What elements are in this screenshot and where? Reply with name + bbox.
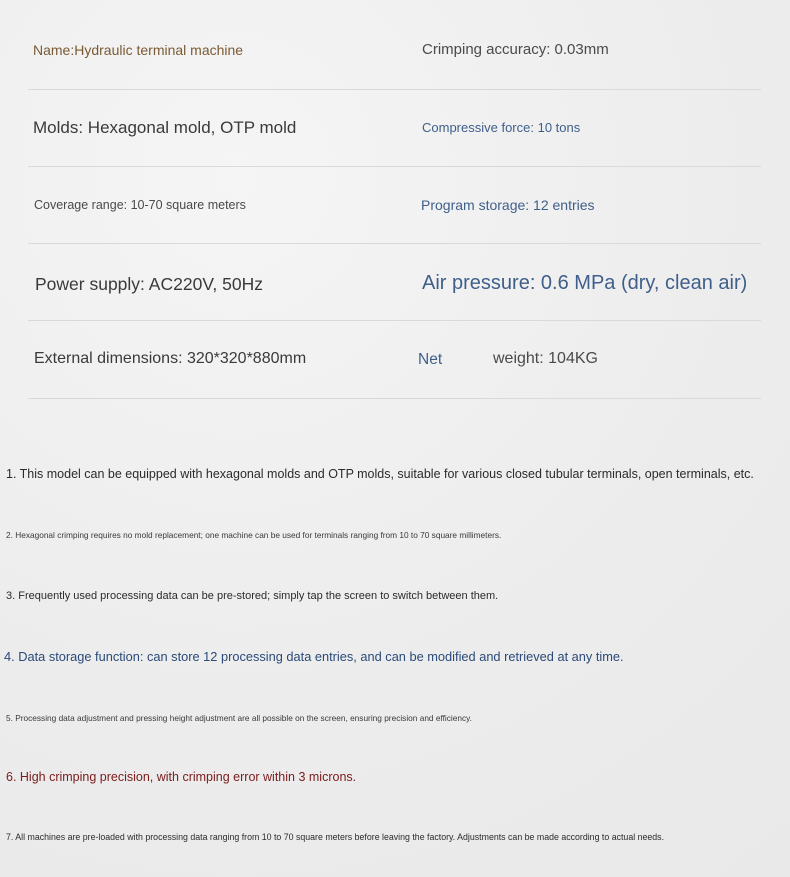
feature-note-5: 5. Processing data adjustment and pressing height adjustment are all possible on the screen, ensuring precision and efficiency. [6, 713, 472, 723]
feature-note-4: 4. Data storage function: can store 12 processing data entries, and can be modified and retrieved at any time. [4, 649, 624, 664]
feature-note-1: 1. This model can be equipped with hexagonal molds and OTP molds, suitable for various closed tubular terminals, open terminals, etc. [6, 467, 754, 481]
feature-note-2: 2. Hexagonal crimping requires no mold replacement; one machine can be used for terminals ranging from 10 to 70 square millimeters. [6, 530, 502, 540]
divider [28, 89, 761, 90]
spec-force: Compressive force: 10 tons [422, 120, 581, 135]
spec-accuracy: Crimping accuracy: 0.03mm [422, 41, 609, 58]
spec-power: Power supply: AC220V, 50Hz [35, 274, 263, 294]
feature-note-6: 6. High crimping precision, with crimping error within 3 microns. [6, 770, 357, 784]
spec-coverage: Coverage range: 10-70 square meters [34, 198, 246, 212]
divider [28, 166, 761, 167]
spec-net: Net [418, 351, 443, 368]
spec-storage: Program storage: 12 entries [421, 197, 595, 213]
feature-note-3: 3. Frequently used processing data can be pre-stored; simply tap the screen to switch between them. [6, 590, 499, 602]
spec-weight: weight: 104KG [493, 350, 598, 367]
spec-dimensions: External dimensions: 320*320*880mm [34, 350, 307, 367]
divider [28, 320, 761, 321]
spec-molds: Molds: Hexagonal mold, OTP mold [33, 118, 297, 137]
divider [28, 243, 761, 244]
spec-name: Name:Hydraulic terminal machine [33, 42, 244, 58]
spec-air: Air pressure: 0.6 MPa (dry, clean air) [422, 272, 748, 294]
feature-note-7: 7. All machines are pre-loaded with processing data ranging from 10 to 70 square meters before leaving the factory. Adjustments can be made according to actual needs. [6, 832, 665, 842]
divider [28, 398, 761, 399]
